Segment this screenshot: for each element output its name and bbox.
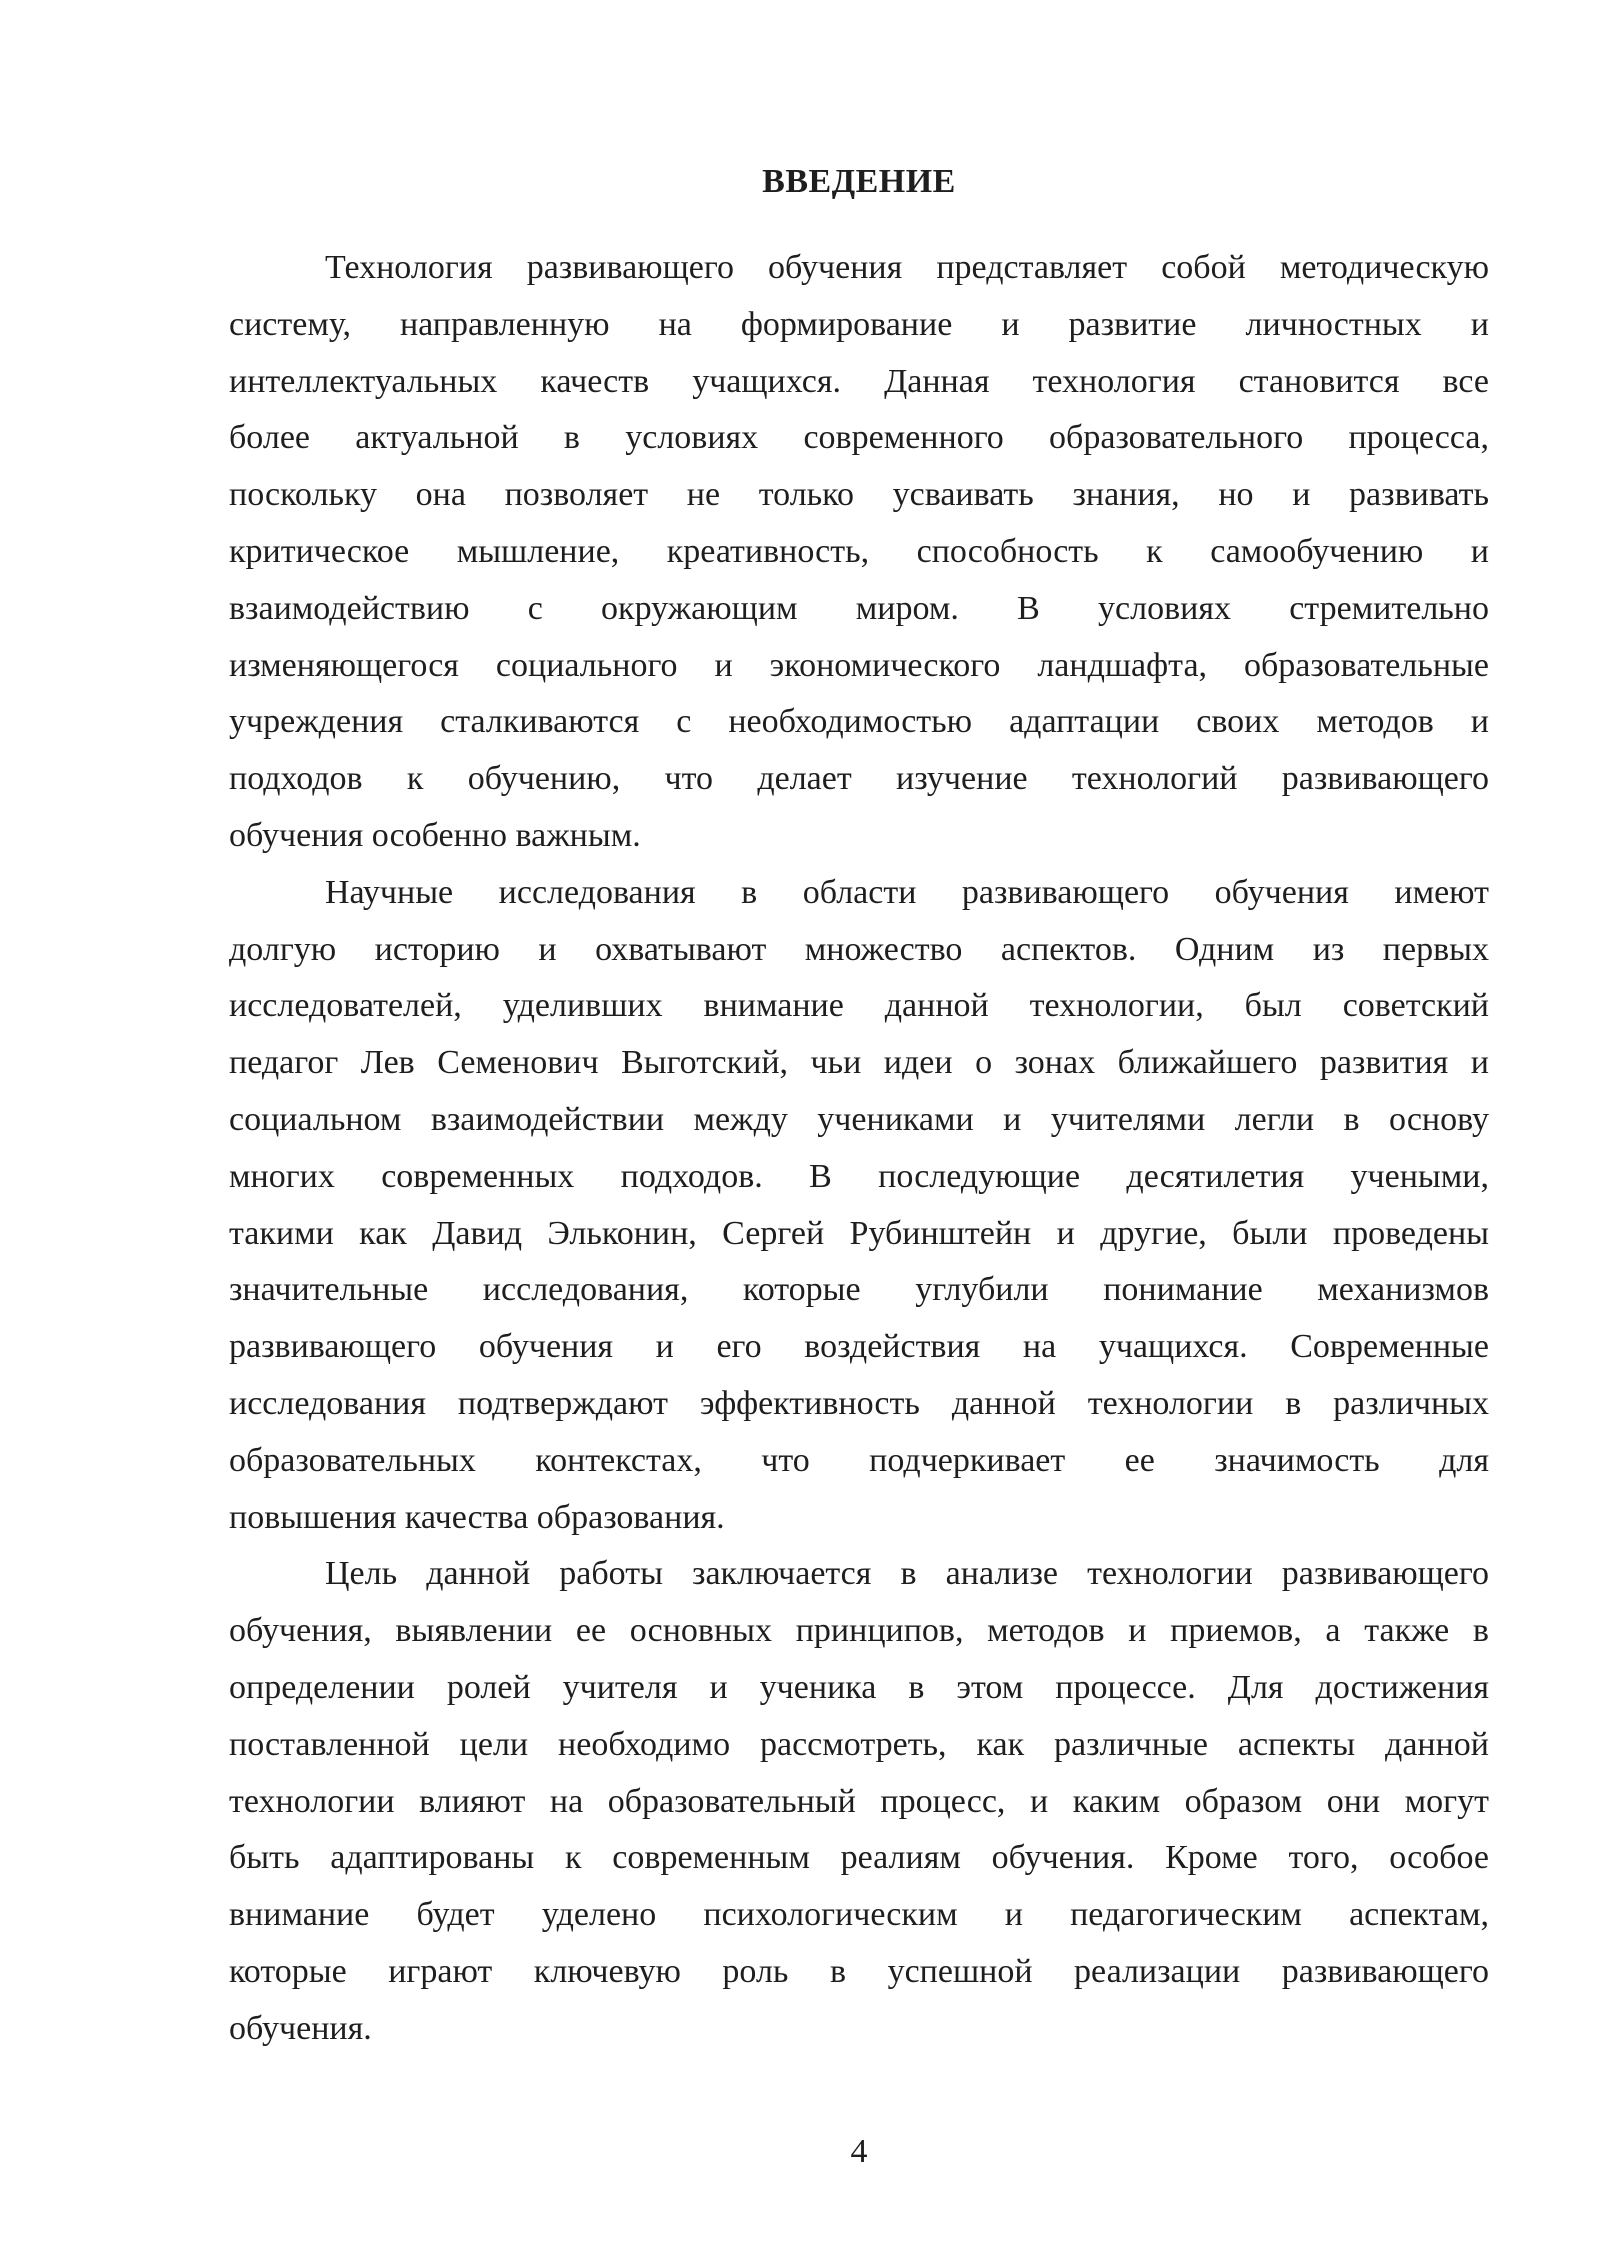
text-line: более актуальной в условиях современного образовательного процесса, xyxy=(229,419,1489,457)
text-line: Научные исследования в области развивающего обучения имеют xyxy=(325,873,1489,911)
text-line: значительные исследования, которые углубили понимание механизмов xyxy=(229,1271,1489,1309)
text-line: обучения, выявлении ее основных принципов, методов и приемов, а также в xyxy=(229,1612,1489,1650)
text-line: педагог Лев Семенович Выготский, чьи идеи о зонах ближайшего развития и xyxy=(229,1044,1489,1082)
text-line: исследования подтверждают эффективность данной технологии в различных xyxy=(229,1384,1489,1422)
page-number: 4 xyxy=(850,2133,868,2170)
document-body xyxy=(229,240,1489,2058)
text-line: внимание будет уделено психологическим и педагогическим аспектам, xyxy=(229,1896,1489,1934)
text-line: быть адаптированы к современным реалиям обучения. Кроме того, особое xyxy=(229,1839,1489,1877)
paragraph-1 xyxy=(229,240,1489,865)
text-line: обучения особенно важным. xyxy=(229,816,641,854)
text-line: определении ролей учителя и ученика в этом процессе. Для достижения xyxy=(229,1668,1489,1706)
text-line: которые играют ключевую роль в успешной реализации развивающего xyxy=(229,1952,1489,1990)
text-line: образовательных контекстах, что подчеркивает ее значимость для xyxy=(229,1441,1489,1479)
text-line: подходов к обучению, что делает изучение технологий развивающего xyxy=(229,760,1489,798)
paragraph-3 xyxy=(229,1546,1489,2057)
text-line: поскольку она позволяет не только усваивать знания, но и развивать xyxy=(229,476,1489,514)
text-line: изменяющегося социального и экономического ландшафта, образовательные xyxy=(229,646,1489,684)
text-line: учреждения сталкиваются с необходимостью адаптации своих методов и xyxy=(229,703,1489,741)
text-line: технологии влияют на образовательный процесс, и каким образом они могут xyxy=(229,1782,1489,1820)
text-line: исследователей, уделивших внимание данной технологии, был советский xyxy=(229,987,1489,1025)
text-line: Технология развивающего обучения представляет собой методическую xyxy=(325,249,1489,286)
text-line: социальном взаимодействии между учениками и учителями легли в основу xyxy=(229,1100,1489,1138)
text-line: взаимодействию с окружающим миром. В условиях стремительно xyxy=(229,589,1489,627)
text-line: поставленной цели необходимо рассмотреть, как различные аспекты данной xyxy=(229,1725,1489,1763)
text-line: долгую историю и охватывают множество аспектов. Одним из первых xyxy=(229,930,1489,968)
text-line: развивающего обучения и его воздействия на учащихся. Современные xyxy=(229,1328,1489,1366)
text-line: такими как Давид Эльконин, Сергей Рубинштейн и другие, были проведены xyxy=(229,1214,1489,1252)
text-line: повышения качества образования. xyxy=(229,1498,725,1536)
page-title: ВВЕДЕНИЕ xyxy=(762,163,956,200)
paragraph-2 xyxy=(229,865,1489,1547)
text-line: интеллектуальных качеств учащихся. Данная технология становится все xyxy=(229,362,1489,400)
text-line: многих современных подходов. В последующие десятилетия учеными, xyxy=(229,1157,1489,1195)
text-line: критическое мышление, креативность, способность к самообучению и xyxy=(229,532,1489,570)
text-line: Цель данной работы заключается в анализе технологии развивающего xyxy=(325,1555,1489,1593)
text-line: обучения. xyxy=(229,2009,372,2047)
text-line: систему, направленную на формирование и развитие личностных и xyxy=(229,305,1489,343)
